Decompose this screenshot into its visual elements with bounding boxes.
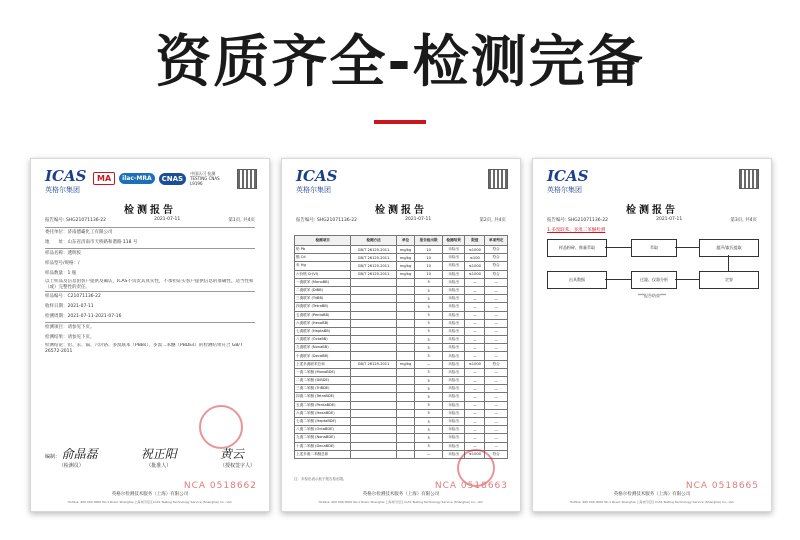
table-cell <box>396 401 415 409</box>
table-cell: 上述多溴二苯醚总和 <box>295 450 351 458</box>
table-cell: 三溴二苯醚 (TriBDE) <box>295 385 351 393</box>
table-cell: 未检出 <box>442 295 465 303</box>
table-cell: — <box>485 442 508 450</box>
table-row <box>295 254 508 262</box>
table-cell: — <box>485 352 508 360</box>
table-cell <box>351 377 396 385</box>
qr-code-icon <box>488 169 508 189</box>
flow-step-ultrasonic: 超声/索氏提取 <box>699 239 759 257</box>
table-cell: 5 <box>415 286 442 294</box>
table-cell: 未检出 <box>442 385 465 393</box>
table-cell: 未检出 <box>442 278 465 286</box>
table-cell: 5 <box>415 434 442 442</box>
table-row <box>295 409 508 417</box>
table-cell <box>396 295 415 303</box>
table-cell: mg/kg <box>396 254 415 262</box>
table-cell: — <box>465 319 485 327</box>
table-row <box>295 352 508 360</box>
table-cell: 未检出 <box>442 254 465 262</box>
table-cell: 九溴二苯醚 (NonaBDE) <box>295 434 351 442</box>
table-cell: 5 <box>415 393 442 401</box>
table-row <box>295 295 508 303</box>
table-cell: 未检出 <box>442 319 465 327</box>
table-cell <box>351 303 396 311</box>
logo-subtext: 英格尔集团 <box>547 186 582 194</box>
field-client: 委托单位：济南德霸化工有限公司 <box>45 230 113 235</box>
serial-number: NCA 0518662 <box>183 481 257 491</box>
table-cell: — <box>485 385 508 393</box>
table-cell <box>351 319 396 327</box>
logo-text: ICAS <box>296 167 338 185</box>
table-cell: ≤1000 <box>465 450 485 458</box>
table-header-cell: 限值 <box>465 236 485 246</box>
table-row <box>295 286 508 294</box>
table-cell: — <box>485 393 508 401</box>
table-cell: 未检出 <box>442 336 465 344</box>
table-cell: 七溴联苯 (HeptaBB) <box>295 327 351 335</box>
table-cell: 5 <box>415 319 442 327</box>
table-cell: — <box>465 352 485 360</box>
table-cell: — <box>415 360 442 368</box>
report-title: 检测报告 <box>375 205 427 216</box>
field-sample-model: 样品型号/规格：/ <box>45 261 80 266</box>
table-cell: — <box>485 319 508 327</box>
table-cell: 5 <box>415 352 442 360</box>
report-date: 2021-07-11 <box>405 217 432 222</box>
logo-text: ICAS <box>547 167 589 185</box>
table-cell: — <box>485 434 508 442</box>
table-cell: 未检出 <box>442 393 465 401</box>
table-cell <box>351 450 396 458</box>
cert-code: 中国认可 检测 TESTING CNAS L9196 <box>190 171 220 186</box>
table-cell: — <box>465 377 485 385</box>
table-cell: 5 <box>415 278 442 286</box>
table-row <box>295 327 508 335</box>
table-cell <box>396 417 415 425</box>
table-cell: — <box>465 327 485 335</box>
report-title: 检测报告 <box>124 205 176 216</box>
table-cell <box>351 409 396 417</box>
table-header-cell: 检测方法 <box>351 236 396 246</box>
table-cell <box>351 311 396 319</box>
signature-row <box>45 445 255 469</box>
table-cell: 5 <box>415 336 442 344</box>
table-cell <box>351 295 396 303</box>
table-cell <box>396 434 415 442</box>
table-cell: 10 <box>415 262 442 270</box>
flow-step-sample-prep: 样品粉碎、称量萃取 <box>547 239 607 257</box>
field-test-items: 检测项目：请参见下页。 <box>45 325 95 330</box>
flow-arrow <box>728 255 729 271</box>
signature-editor: 编制： 俞晶磊 （检测员） <box>45 447 98 469</box>
table-cell: 符合 <box>485 270 508 278</box>
flow-arrow <box>605 279 631 280</box>
table-row <box>295 360 508 368</box>
table-cell: — <box>485 426 508 434</box>
table-cell <box>351 327 396 335</box>
table-cell: 上述多溴联苯总和 <box>295 360 351 368</box>
table-cell <box>351 352 396 360</box>
table-cell: GB/T 26125-2011 <box>351 262 396 270</box>
table-cell: 未检出 <box>442 442 465 450</box>
table-cell: — <box>485 327 508 335</box>
table-cell: GB/T 26125-2011 <box>351 270 396 278</box>
table-cell: 九溴联苯 (NonaBB) <box>295 344 351 352</box>
table-cell: 未检出 <box>442 246 465 254</box>
report-number: 报告编号: SHG21071136-22 <box>296 218 357 223</box>
table-cell: 未检出 <box>442 327 465 335</box>
table-cell: — <box>465 434 485 442</box>
report-number: 报告编号: SHG21071136-22 <box>45 218 106 223</box>
table-cell: — <box>465 278 485 286</box>
footer-organization: 英格尔检测技术服务（上海）有限公司 <box>362 492 440 497</box>
report-page-number: 第2页, 共4页 <box>479 218 506 223</box>
table-cell: — <box>485 417 508 425</box>
table-cell: 一溴联苯 (MonoBB) <box>295 278 351 286</box>
flow-arrow <box>675 279 699 280</box>
field-test-results: 检测结果：请参见下页。 <box>45 335 95 340</box>
footer-address: Hotline: 400 000 0000 No.1 Road, Shanghai 上海市闵行区 ICAS Testing Technology Service (Shanghai) Co., Ltd. <box>318 500 484 504</box>
table-cell <box>351 426 396 434</box>
test-results-table <box>294 235 508 459</box>
icas-logo <box>296 169 337 195</box>
table-cell: 未检出 <box>442 352 465 360</box>
table-row <box>295 377 508 385</box>
report-meta <box>547 217 757 223</box>
table-cell: — <box>465 426 485 434</box>
logo-text: ICAS <box>45 167 87 185</box>
table-cell: ≤1000 <box>465 360 485 368</box>
table-cell: — <box>465 303 485 311</box>
table-cell: — <box>465 417 485 425</box>
table-cell <box>396 426 415 434</box>
table-cell: 未检出 <box>442 344 465 352</box>
table-cell: 未检出 <box>442 417 465 425</box>
table-row <box>295 434 508 442</box>
table-cell: 六溴联苯 (HexaBB) <box>295 319 351 327</box>
table-cell: 未检出 <box>442 360 465 368</box>
table-cell: 七溴二苯醚 (HeptaBDE) <box>295 417 351 425</box>
table-header-cell: 报告检出限 <box>415 236 442 246</box>
table-row <box>295 368 508 376</box>
field-address: 地 址：山东省济南市天桥路和谐路 118 号 <box>45 240 138 245</box>
table-cell: 未检出 <box>442 426 465 434</box>
field-test-conclusion: 检测结论：铅、汞、镉、六价铬、多溴联苯（PBBs）、多溴二苯醚（PBDEs）的检测结果符合 GB/T 26572-2011 <box>45 343 243 354</box>
table-cell: 未检出 <box>442 450 465 458</box>
table-cell: — <box>465 368 485 376</box>
table-cell: mg/kg <box>396 262 415 270</box>
table-row <box>295 311 508 319</box>
field-sample-no: 样品编号：C21071136-22 <box>45 294 101 299</box>
report-title: 检测报告 <box>626 205 678 216</box>
flow-arrow <box>675 247 699 248</box>
table-cell: 5 <box>415 426 442 434</box>
report-page-3 <box>532 158 772 512</box>
qr-code-icon <box>739 169 759 189</box>
table-cell <box>396 409 415 417</box>
table-cell <box>396 311 415 319</box>
table-cell: 镉 Cd <box>295 254 351 262</box>
table-cell: 六溴二苯醚 (HexaBDE) <box>295 409 351 417</box>
table-cell: ≤1000 <box>465 262 485 270</box>
table-cell: mg/kg <box>396 270 415 278</box>
logo-subtext: 英格尔集团 <box>45 186 80 194</box>
table-row <box>295 401 508 409</box>
table-cell: GB/T 26125-2011 <box>351 254 396 262</box>
table-row <box>295 385 508 393</box>
table-cell: — <box>415 450 442 458</box>
table-cell <box>396 286 415 294</box>
table-row <box>295 262 508 270</box>
report-fields <box>45 227 255 355</box>
footer-address: Hotline: 400 000 0000 No.1 Road, Shanghai 上海市闵行区 ICAS Testing Technology Service (Shanghai) Co., Ltd. <box>67 500 233 504</box>
table-row <box>295 278 508 286</box>
table-cell: ≤100 <box>465 254 485 262</box>
table-cell <box>396 327 415 335</box>
flowchart-title: 1.多溴联苯、多溴二苯醚检测 <box>547 228 606 233</box>
table-cell <box>396 442 415 450</box>
table-cell: 四溴联苯 (TetraBB) <box>295 303 351 311</box>
field-sample-qty: 样品数量：1 瓶 <box>45 271 77 276</box>
flow-arrow <box>605 247 631 248</box>
table-cell: — <box>465 401 485 409</box>
cnas-mark-icon: CNAS <box>159 173 186 185</box>
table-cell: — <box>465 311 485 319</box>
table-cell: 符合 <box>485 246 508 254</box>
field-disclaimer: 以上样品及信息由客户提供及确认，ICAS不负责其真实性，不承担证实客户提供信息的准确性、适当性和（或）完整性的责任。 <box>45 279 254 290</box>
table-row <box>295 417 508 425</box>
table-cell: 符合 <box>485 254 508 262</box>
table-cell: 符合 <box>485 360 508 368</box>
report-date: 2021-07-11 <box>154 217 181 222</box>
icas-logo <box>45 169 86 195</box>
table-cell <box>351 385 396 393</box>
table-cell: 10 <box>415 270 442 278</box>
table-row <box>295 319 508 327</box>
table-note: 注：未检出表示低于报告检出限。 <box>294 477 347 481</box>
table-header-cell: 单项判定 <box>485 236 508 246</box>
table-cell: — <box>465 336 485 344</box>
qr-code-icon <box>237 169 257 189</box>
table-cell <box>351 401 396 409</box>
table-header-cell: 检测结果 <box>442 236 465 246</box>
table-header-cell: 检测项目 <box>295 236 351 246</box>
table-cell: 未检出 <box>442 368 465 376</box>
table-cell <box>351 286 396 294</box>
table-cell <box>396 450 415 458</box>
logo-subtext: 英格尔集团 <box>296 186 331 194</box>
table-row <box>295 270 508 278</box>
table-cell: 5 <box>415 344 442 352</box>
table-cell: 符合 <box>485 262 508 270</box>
signature-reviewer: 祝正阳 （批准人） <box>140 447 177 469</box>
table-cell: 未检出 <box>442 377 465 385</box>
cma-mark-icon: MA <box>93 172 115 185</box>
table-cell: mg/kg <box>396 360 415 368</box>
report-page-1 <box>30 158 270 512</box>
table-cell: — <box>465 344 485 352</box>
table-row <box>295 426 508 434</box>
table-cell <box>396 303 415 311</box>
table-cell: 十溴二苯醚 (DecaBDE) <box>295 442 351 450</box>
footer-address: Hotline: 400 000 0000 No.1 Road, Shanghai 上海市闵行区 ICAS Testing Technology Service (Shanghai) Co., Ltd. <box>569 500 735 504</box>
table-cell: — <box>465 442 485 450</box>
table-cell: 汞 Hg <box>295 262 351 270</box>
table-cell: — <box>465 393 485 401</box>
table-cell: 未检出 <box>442 303 465 311</box>
report-number: 报告编号: SHG21071136-22 <box>547 218 608 223</box>
table-cell: 5 <box>415 377 442 385</box>
table-cell: mg/kg <box>396 246 415 254</box>
table-cell <box>351 442 396 450</box>
table-cell <box>396 352 415 360</box>
field-sample-name: 样品名称：透明胶 <box>45 251 81 256</box>
official-seal-icon <box>199 405 243 449</box>
table-cell: 5 <box>415 327 442 335</box>
table-cell: — <box>485 311 508 319</box>
page-headline: 资质齐全-检测完备 <box>155 30 645 95</box>
table-cell: 二溴二苯醚 (DiBDE) <box>295 377 351 385</box>
table-cell: 5 <box>415 442 442 450</box>
table-cell: — <box>485 401 508 409</box>
table-cell <box>351 417 396 425</box>
table-cell: — <box>465 286 485 294</box>
table-cell: 未检出 <box>442 262 465 270</box>
table-cell: — <box>485 409 508 417</box>
headline-accent-bar <box>374 120 426 124</box>
table-cell <box>351 368 396 376</box>
footer-organization: 英格尔检测技术服务（上海）有限公司 <box>111 492 189 497</box>
table-cell: 未检出 <box>442 401 465 409</box>
table-row <box>295 344 508 352</box>
table-cell: — <box>465 409 485 417</box>
table-cell: 五溴联苯 (PentaBB) <box>295 311 351 319</box>
icas-logo <box>547 169 588 195</box>
table-cell: 10 <box>415 246 442 254</box>
table-header-cell: 单位 <box>396 236 415 246</box>
serial-number: NCA 0518663 <box>434 481 508 491</box>
table-cell: 5 <box>415 401 442 409</box>
report-meta <box>296 217 506 223</box>
flow-step-filter-analysis: 过滤、仪器分析 <box>631 271 677 289</box>
table-cell: — <box>465 385 485 393</box>
table-cell <box>396 368 415 376</box>
table-row <box>295 246 508 254</box>
table-row <box>295 336 508 344</box>
report-page-number: 第3页, 共4页 <box>730 218 757 223</box>
serial-number: NCA 0518665 <box>685 481 759 491</box>
table-cell: 六价铬 Cr(VI) <box>295 270 351 278</box>
table-cell <box>351 344 396 352</box>
table-cell: 一溴二苯醚 (MonoBDE) <box>295 368 351 376</box>
table-cell <box>351 278 396 286</box>
field-test-period: 检测周期：2021-07-11-2021-07-16 <box>45 314 122 319</box>
table-cell: GB/T 26125-2011 <box>351 360 396 368</box>
table-cell: ≤1000 <box>465 246 485 254</box>
table-cell: 5 <box>415 303 442 311</box>
table-cell: 未检出 <box>442 311 465 319</box>
table-cell: 10 <box>415 254 442 262</box>
table-cell: 未检出 <box>442 409 465 417</box>
table-cell: — <box>485 295 508 303</box>
table-cell: — <box>465 295 485 303</box>
table-cell: 八溴联苯 (OctaBB) <box>295 336 351 344</box>
table-cell: — <box>485 377 508 385</box>
table-cell: — <box>485 286 508 294</box>
table-cell <box>396 336 415 344</box>
signature-approver: 黄云 （授权签字人） <box>219 447 255 469</box>
flow-step-extract: 萃取 <box>631 239 677 257</box>
table-cell: — <box>485 303 508 311</box>
table-cell <box>396 393 415 401</box>
table-cell: — <box>485 278 508 286</box>
table-cell: 三溴联苯 (TriBB) <box>295 295 351 303</box>
table-row <box>295 303 508 311</box>
table-cell: GB/T 26125-2011 <box>351 246 396 254</box>
flow-step-report-data: 出具数据 <box>547 271 607 289</box>
report-date: 2021-07-11 <box>656 217 683 222</box>
table-cell: 5 <box>415 417 442 425</box>
table-cell: 5 <box>415 295 442 303</box>
table-cell: — <box>485 344 508 352</box>
table-cell <box>351 393 396 401</box>
table-cell: 5 <box>415 385 442 393</box>
table-cell: 未检出 <box>442 270 465 278</box>
table-row <box>295 393 508 401</box>
table-cell: 四溴二苯醚 (TetraBDE) <box>295 393 351 401</box>
report-page-2 <box>281 158 521 512</box>
report-end-marker: ***报告结束*** <box>638 293 666 298</box>
table-cell: 5 <box>415 368 442 376</box>
certification-marks <box>93 171 222 186</box>
table-cell: — <box>485 368 508 376</box>
table-cell: 二溴联苯 (DiBB) <box>295 286 351 294</box>
table-cell <box>396 377 415 385</box>
table-cell: 未检出 <box>442 434 465 442</box>
table-cell: ≤1000 <box>465 270 485 278</box>
table-cell: — <box>485 336 508 344</box>
table-cell <box>396 278 415 286</box>
table-cell: 5 <box>415 409 442 417</box>
table-cell <box>351 434 396 442</box>
table-cell: 八溴二苯醚 (OctaBDE) <box>295 426 351 434</box>
report-page-number: 第1页, 共4页 <box>228 218 255 223</box>
table-cell <box>396 319 415 327</box>
table-cell: 符合 <box>485 450 508 458</box>
flow-step-dilute: 定容 <box>699 271 759 289</box>
table-cell: 铅 Pb <box>295 246 351 254</box>
table-cell: 五溴二苯醚 (PentaBDE) <box>295 401 351 409</box>
table-cell: 5 <box>415 311 442 319</box>
report-meta <box>45 217 255 223</box>
footer-organization: 英格尔检测技术服务（上海）有限公司 <box>613 492 691 497</box>
field-received-date: 收样日期：2021-07-11 <box>45 304 94 309</box>
table-cell <box>351 336 396 344</box>
ilac-mark-icon: ilac-MRA <box>119 173 154 184</box>
table-cell: 十溴联苯 (DecaBB) <box>295 352 351 360</box>
table-cell: 未检出 <box>442 286 465 294</box>
table-cell <box>396 344 415 352</box>
table-cell <box>396 385 415 393</box>
